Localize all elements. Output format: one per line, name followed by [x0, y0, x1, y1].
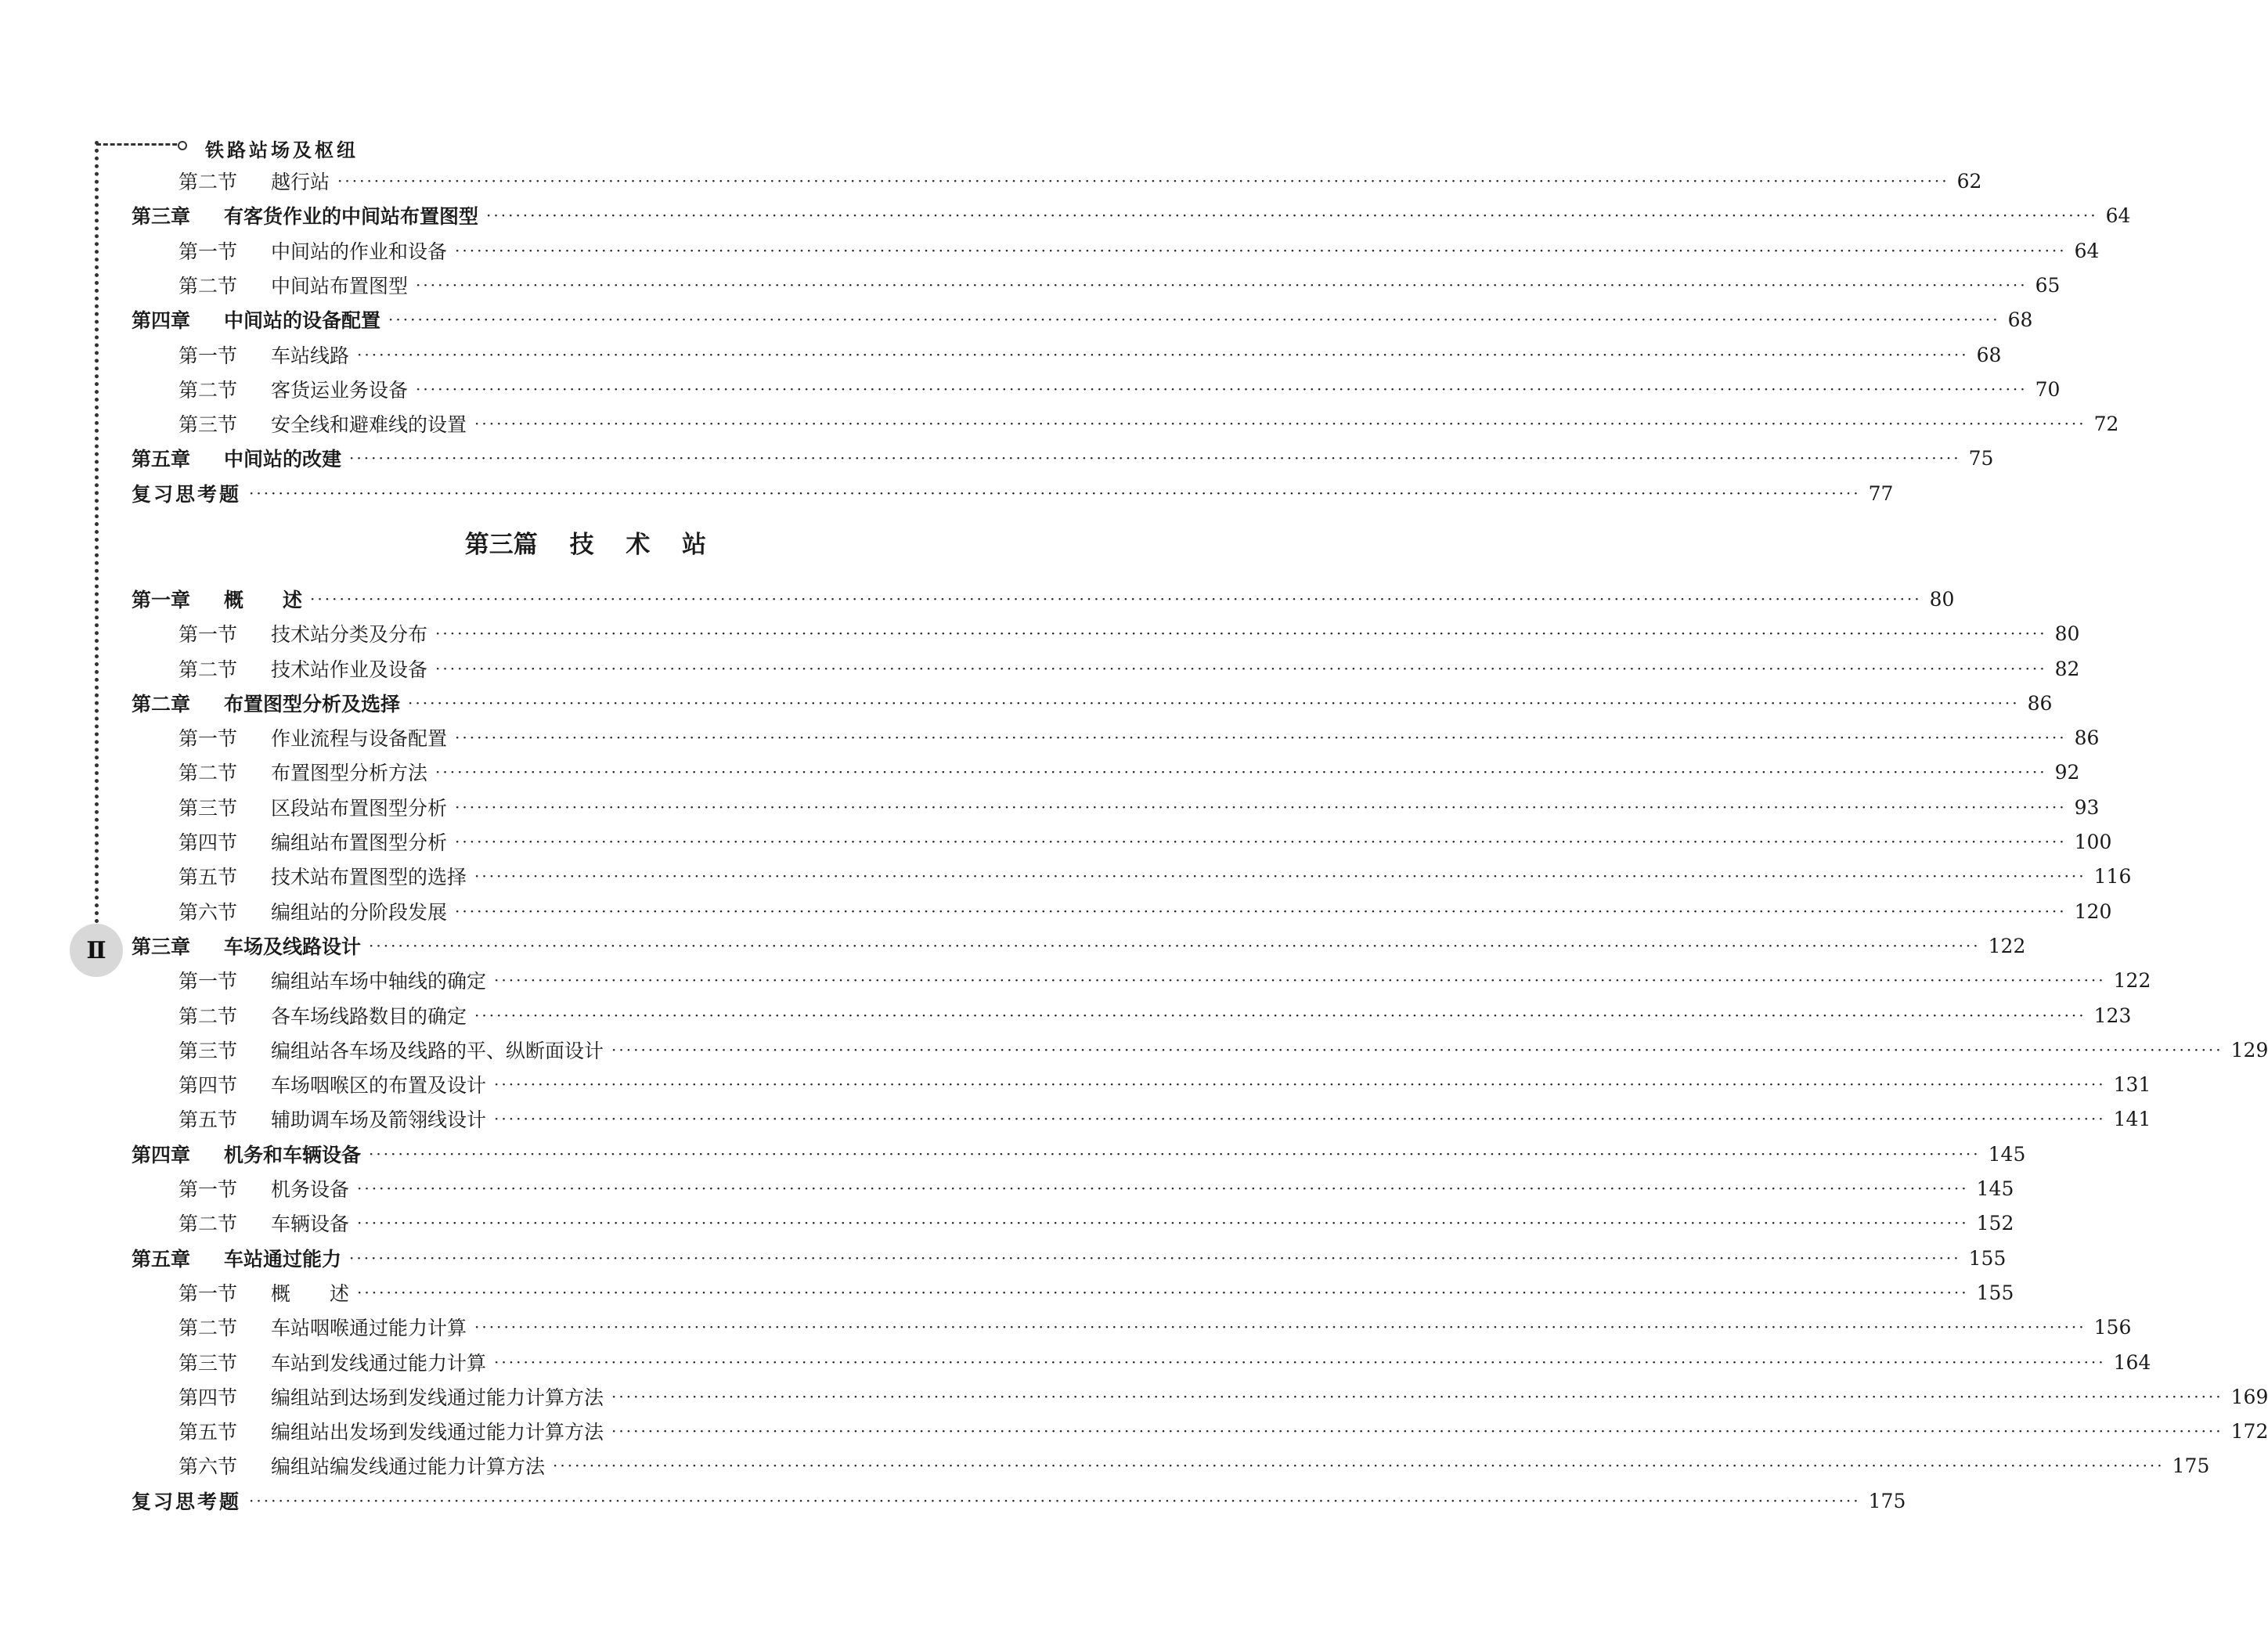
- toc-entry-section: [178, 337, 2002, 372]
- toc-entry-number: 第二节: [178, 379, 238, 402]
- toc-leader-dots: ····························································································································································································································: [494, 1075, 2106, 1094]
- toc-entry-title: 编组站的分阶段发展: [271, 901, 448, 924]
- toc-entry-section: [178, 1101, 2151, 1136]
- toc-entry-label: [132, 1244, 341, 1272]
- toc-entry-page: 100: [2074, 830, 2112, 853]
- toc-leader-dots: ····························································································································································································································: [416, 380, 2028, 398]
- toc-entry-section: [178, 894, 2112, 928]
- toc-entry-title: 编组站各车场及线路的平、纵断面设计: [271, 1040, 604, 1062]
- toc-entry-section: [178, 406, 2119, 441]
- toc-entry-label: [132, 585, 302, 613]
- toc-leader-dots: ····························································································································································································································: [435, 624, 2047, 643]
- toc-entry-label: [178, 236, 447, 265]
- toc-entry-title: 中间站的改建: [224, 448, 342, 470]
- toc-leader-dots: ····························································································································································································································: [388, 310, 2000, 329]
- toc-leader-dots: ····························································································································································································································: [553, 1456, 2165, 1475]
- toc-leader-dots: ····························································································································································································································: [494, 1109, 2106, 1128]
- toc-entry-label: [178, 1278, 349, 1307]
- toc-entry-page: 122: [1988, 934, 2026, 957]
- toc-entry-title: 技术站布置图型的选择: [271, 866, 467, 888]
- toc-leader-dots: ····························································································································································································································: [474, 867, 2086, 885]
- toc-leader-dots: ····························································································································································································································: [611, 1040, 2223, 1059]
- toc-entry-page: 131: [2113, 1072, 2151, 1096]
- toc-entry-label: [178, 341, 349, 369]
- toc-entry-section: [178, 720, 2100, 755]
- toc-entry-label: [178, 723, 447, 752]
- toc-entry-title: 机务和车辆设备: [224, 1144, 362, 1166]
- toc-entry-review: [132, 1483, 1906, 1518]
- toc-entry-number: 第二章: [132, 693, 191, 715]
- toc-entry-title: 复习思考题: [132, 483, 242, 506]
- toc-entry-title: 布置图型分析及选择: [224, 693, 401, 715]
- toc-entry-label: [132, 305, 380, 333]
- toc-entry-page: 145: [1976, 1177, 2014, 1200]
- toc-leader-dots: ····························································································································································································································: [249, 1491, 1861, 1510]
- toc-entry-number: 第五章: [132, 448, 191, 470]
- toc-entry-section: [178, 1206, 2014, 1240]
- toc-entry-label: [178, 1382, 604, 1411]
- toc-entry-number: 第三章: [132, 205, 191, 228]
- toc-leader-dots: ····························································································································································································································: [494, 971, 2106, 989]
- toc-entry-number: 第三节: [178, 413, 238, 436]
- toc-entry-section: [178, 1310, 2132, 1344]
- toc-leader-dots: ····························································································································································································································: [494, 1353, 2106, 1371]
- toc-entry-title: 概 述: [271, 1282, 350, 1305]
- toc-entry-chapter: [132, 686, 2053, 720]
- toc-entry-section: [178, 1171, 2014, 1206]
- toc-entry-number: 第五节: [178, 1108, 238, 1131]
- toc-entry-page: 152: [1976, 1211, 2014, 1235]
- toc-entry-title: 编组站布置图型分析: [271, 831, 448, 854]
- toc-entry-page: 64: [2105, 204, 2131, 227]
- toc-entry-page: 82: [2054, 657, 2080, 680]
- toc-entry-page: 77: [1868, 481, 1894, 505]
- toc-entry-section: [178, 233, 2100, 268]
- toc-entry-title: 客货运业务设备: [271, 379, 409, 402]
- toc-entry-number: 第四节: [178, 1074, 238, 1097]
- toc-entry-label: [178, 619, 427, 647]
- toc-leader-dots: ····························································································································································································································: [369, 1144, 1981, 1163]
- toc-entry-label: [178, 409, 467, 438]
- toc-entry-title: 有客货作业的中间站布置图型: [224, 205, 479, 228]
- toc-leader-dots: ····························································································································································································································: [611, 1387, 2223, 1406]
- toc-leader-dots: ····························································································································································································································: [455, 798, 2067, 816]
- toc-entry-label: [178, 1209, 349, 1237]
- toc-entry-number: 第一节: [178, 1282, 238, 1305]
- toc-entry-page: 80: [2054, 622, 2080, 645]
- toc-entry-section: [178, 790, 2100, 824]
- toc-entry-number: 第五章: [132, 1248, 191, 1271]
- toc-entry-label: [178, 897, 447, 925]
- toc-entry-section: [178, 1275, 2014, 1310]
- toc-entry-section: [178, 1345, 2151, 1379]
- toc-entry-title: 越行站: [271, 171, 330, 193]
- header-chain-ornament: [96, 143, 184, 146]
- toc-entry-page: 172: [2230, 1419, 2268, 1443]
- page-number-badge: Ⅱ: [70, 924, 123, 977]
- part-title: 第三篇 技 术 站: [464, 531, 707, 559]
- toc-leader-dots: ····························································································································································································································: [357, 1179, 1969, 1198]
- toc-entry-page: 155: [1968, 1246, 2007, 1270]
- toc-entry-section: [178, 963, 2151, 997]
- toc-entry-chapter: [132, 198, 2131, 232]
- toc-entry-number: 第二节: [178, 275, 238, 297]
- toc-entry-chapter: [132, 582, 1955, 616]
- toc-entry-title: 编组站到达场到发线通过能力计算方法: [271, 1386, 604, 1409]
- toc-entry-number: 第四节: [178, 831, 238, 854]
- toc-entry-page: 70: [2035, 377, 2061, 401]
- toc-entry-title: 概 述: [224, 589, 303, 611]
- toc-entry-chapter: [132, 302, 2033, 337]
- toc-entry-number: 第四章: [132, 1144, 191, 1166]
- toc-entry-title: 布置图型分析方法: [271, 762, 428, 784]
- toc-entry-page: 92: [2054, 760, 2080, 784]
- toc-entry-page: 141: [2113, 1107, 2151, 1130]
- toc-entry-title: 复习思考题: [132, 1490, 242, 1513]
- toc-entry-section: [178, 755, 2080, 789]
- toc-entry-page: 169: [2230, 1385, 2268, 1408]
- toc-entry-number: 第一节: [178, 344, 238, 367]
- toc-leader-dots: ····························································································································································································································: [357, 345, 1969, 364]
- toc-entry-title: 中间站的设备配置: [224, 309, 381, 332]
- toc-entry-number: 第一节: [178, 970, 238, 993]
- toc-entry-section: [178, 859, 2132, 893]
- toc-entry-section: [178, 268, 2061, 302]
- toc-entry-number: 第五节: [178, 866, 238, 888]
- toc-leader-dots: ····························································································································································································································: [455, 902, 2067, 921]
- toc-entry-label: [132, 1487, 241, 1515]
- toc-entry-title: 车站通过能力: [224, 1248, 342, 1271]
- toc-entry-title: 安全线和避难线的设置: [271, 413, 467, 436]
- toc-entry-label: [178, 1105, 486, 1133]
- toc-leader-dots: ····························································································································································································································: [455, 241, 2067, 260]
- toc-entry-title: 中间站布置图型: [271, 275, 409, 297]
- toc-entry-page: 93: [2074, 795, 2100, 819]
- toc-entry-label: [178, 966, 486, 994]
- toc-entry-section: [178, 998, 2132, 1033]
- toc-entry-number: 第五节: [178, 1421, 238, 1444]
- toc-leader-dots: ····························································································································································································································: [486, 206, 2098, 225]
- toc-entry-label: [178, 1036, 604, 1064]
- toc-entry-label: [178, 1451, 545, 1480]
- toc-entry-label: [178, 1174, 349, 1202]
- toc-leader-dots: ····························································································································································································································: [349, 1249, 1961, 1267]
- toc-entry-page: 145: [1988, 1142, 2026, 1166]
- toc-entry-label: [178, 1313, 467, 1341]
- toc-leader-dots: ····························································································································································································································: [435, 659, 2047, 678]
- toc-leader-dots: ····························································································································································································································: [455, 832, 2067, 851]
- toc-entry-label: [178, 271, 408, 299]
- toc-entry-title: 辅助调车场及箭翎线设计: [271, 1108, 487, 1131]
- toc-entry-number: 第二节: [178, 171, 238, 193]
- toc-entry-number: 第四章: [132, 309, 191, 332]
- toc-entry-page: 68: [2007, 308, 2033, 331]
- toc-entry-title: 车站到发线通过能力计算: [271, 1352, 487, 1375]
- toc-leader-dots: ····························································································································································································································: [474, 414, 2086, 433]
- toc-entry-title: 编组站编发线通过能力计算方法: [271, 1455, 546, 1478]
- toc-entry-page: 116: [2093, 864, 2132, 888]
- toc-entry-page: 80: [1929, 587, 1955, 611]
- toc-entry-chapter: [132, 1137, 2026, 1171]
- toc-entry-label: [178, 375, 408, 403]
- toc-entry-title: 车站线路: [271, 344, 350, 367]
- toc-entry-section: [178, 164, 1982, 198]
- toc-entry-label: [178, 1070, 486, 1098]
- toc-entry-chapter: [132, 441, 1994, 475]
- toc-entry-number: 第一章: [132, 589, 191, 611]
- toc-entry-label: [178, 167, 330, 195]
- toc-entry-section: [178, 372, 2061, 406]
- toc-entry-page: 86: [2074, 726, 2100, 749]
- toc-leader-dots: ····························································································································································································································: [349, 449, 1961, 467]
- toc-entry-chapter: [132, 1241, 2007, 1275]
- toc-entry-page: 129: [2230, 1038, 2268, 1061]
- toc-entry-review: [132, 476, 1894, 510]
- toc-entry-number: 第三章: [132, 935, 191, 958]
- toc-entry-page: 175: [1868, 1489, 1906, 1512]
- toc-entry-label: [178, 654, 427, 683]
- toc-entry-page: 155: [1976, 1281, 2014, 1304]
- toc-entry-page: 65: [2035, 273, 2061, 297]
- toc-entry-number: 第二节: [178, 1213, 238, 1235]
- toc-entry-number: 第一节: [178, 1178, 238, 1201]
- toc-entry-label: [178, 758, 427, 786]
- toc-leader-dots: ····························································································································································································································: [310, 589, 1922, 608]
- toc-entry-label: [132, 479, 241, 507]
- toc-entry-section: [178, 824, 2112, 859]
- toc-entry-label: [178, 793, 447, 821]
- toc-entry-number: 第三节: [178, 1040, 238, 1062]
- toc-entry-section: [178, 1448, 2210, 1483]
- toc-leader-dots: ····························································································································································································································: [337, 171, 1949, 190]
- toc-entry-title: 各车场线路数目的确定: [271, 1005, 467, 1028]
- toc-entry-title: 编组站出发场到发线通过能力计算方法: [271, 1421, 604, 1444]
- toc-entry-page: 86: [2027, 691, 2053, 715]
- toc-leader-dots: ····························································································································································································································: [474, 1317, 2086, 1336]
- toc-entry-page: 62: [1956, 169, 1982, 193]
- toc-entry-title: 区段站布置图型分析: [271, 797, 448, 820]
- toc-entry-page: 164: [2113, 1350, 2151, 1374]
- toc-leader-dots: ····························································································································································································································: [357, 1283, 1969, 1302]
- toc-entry-title: 车辆设备: [271, 1213, 350, 1235]
- toc-leader-dots: ····························································································································································································································: [408, 694, 2020, 712]
- toc-entry-number: 第一节: [178, 727, 238, 750]
- toc-entry-label: [132, 1140, 361, 1168]
- toc-entry-page: 122: [2113, 968, 2151, 992]
- toc-entry-label: [178, 1417, 604, 1445]
- toc-entry-label: [132, 201, 478, 229]
- toc-leader-dots: ····························································································································································································································: [249, 484, 1861, 503]
- toc-entry-number: 第一节: [178, 623, 238, 646]
- toc-entry-label: [178, 862, 467, 890]
- toc-entry-section: [178, 1033, 2268, 1067]
- toc-entry-number: 第六节: [178, 901, 238, 924]
- toc-entry-label: [178, 1348, 486, 1376]
- toc-entry-page: 75: [1968, 446, 1994, 470]
- toc-entry-section: [178, 1379, 2268, 1414]
- toc-entry-page: 175: [2172, 1454, 2210, 1477]
- toc-entry-number: 第三节: [178, 1352, 238, 1375]
- toc-entry-title: 车场咽喉区的布置及设计: [271, 1074, 487, 1097]
- toc-entry-section: [178, 1067, 2151, 1101]
- toc-entry-number: 第四节: [178, 1386, 238, 1409]
- toc-entry-label: [132, 932, 361, 960]
- running-header: 铁路站场及枢纽: [205, 139, 359, 161]
- toc-entry-chapter: [132, 928, 2026, 963]
- toc-entry-section: [178, 616, 2080, 651]
- toc-entry-number: 第一节: [178, 240, 238, 263]
- toc-entry-section: [178, 651, 2080, 686]
- toc-leader-dots: ····························································································································································································································: [357, 1213, 1969, 1232]
- toc-entry-number: 第二节: [178, 658, 238, 681]
- toc-leader-dots: ····························································································································································································································: [611, 1422, 2223, 1440]
- toc-leader-dots: ····························································································································································································································: [455, 728, 2067, 747]
- toc-leader-dots: ····························································································································································································································: [416, 276, 2028, 294]
- toc-entry-title: 编组站车场中轴线的确定: [271, 970, 487, 993]
- toc-entry-title: 车站咽喉通过能力计算: [271, 1317, 467, 1339]
- toc-entry-page: 123: [2093, 1004, 2132, 1027]
- toc-entry-label: [178, 1001, 467, 1029]
- toc-entry-page: 64: [2074, 239, 2100, 262]
- toc-entry-title: 作业流程与设备配置: [271, 727, 448, 750]
- toc-entry-page: 68: [1976, 343, 2002, 366]
- toc-entry-page: 72: [2093, 412, 2119, 435]
- toc-leader-dots: ····························································································································································································································: [474, 1006, 2086, 1025]
- toc-entry-number: 第六节: [178, 1455, 238, 1478]
- toc-entry-number: 第二节: [178, 762, 238, 784]
- toc-entry-number: 第二节: [178, 1005, 238, 1028]
- toc-entry-section: [178, 1414, 2268, 1448]
- toc-entry-title: 车场及线路设计: [224, 935, 362, 958]
- toc-entry-title: 技术站分类及分布: [271, 623, 428, 646]
- toc-entry-title: 机务设备: [271, 1178, 350, 1201]
- toc-entry-page: 156: [2093, 1315, 2132, 1339]
- toc-entry-number: 第三节: [178, 797, 238, 820]
- toc-entry-page: 120: [2074, 899, 2112, 923]
- toc-entry-title: 技术站作业及设备: [271, 658, 428, 681]
- toc-entry-title: 中间站的作业和设备: [271, 240, 448, 263]
- toc-entry-label: [178, 827, 447, 856]
- toc-leader-dots: ····························································································································································································································: [435, 762, 2047, 781]
- toc-entry-number: 第二节: [178, 1317, 238, 1339]
- toc-leader-dots: ····························································································································································································································: [369, 936, 1981, 955]
- toc-entry-label: [132, 444, 341, 472]
- toc-entry-label: [132, 689, 400, 717]
